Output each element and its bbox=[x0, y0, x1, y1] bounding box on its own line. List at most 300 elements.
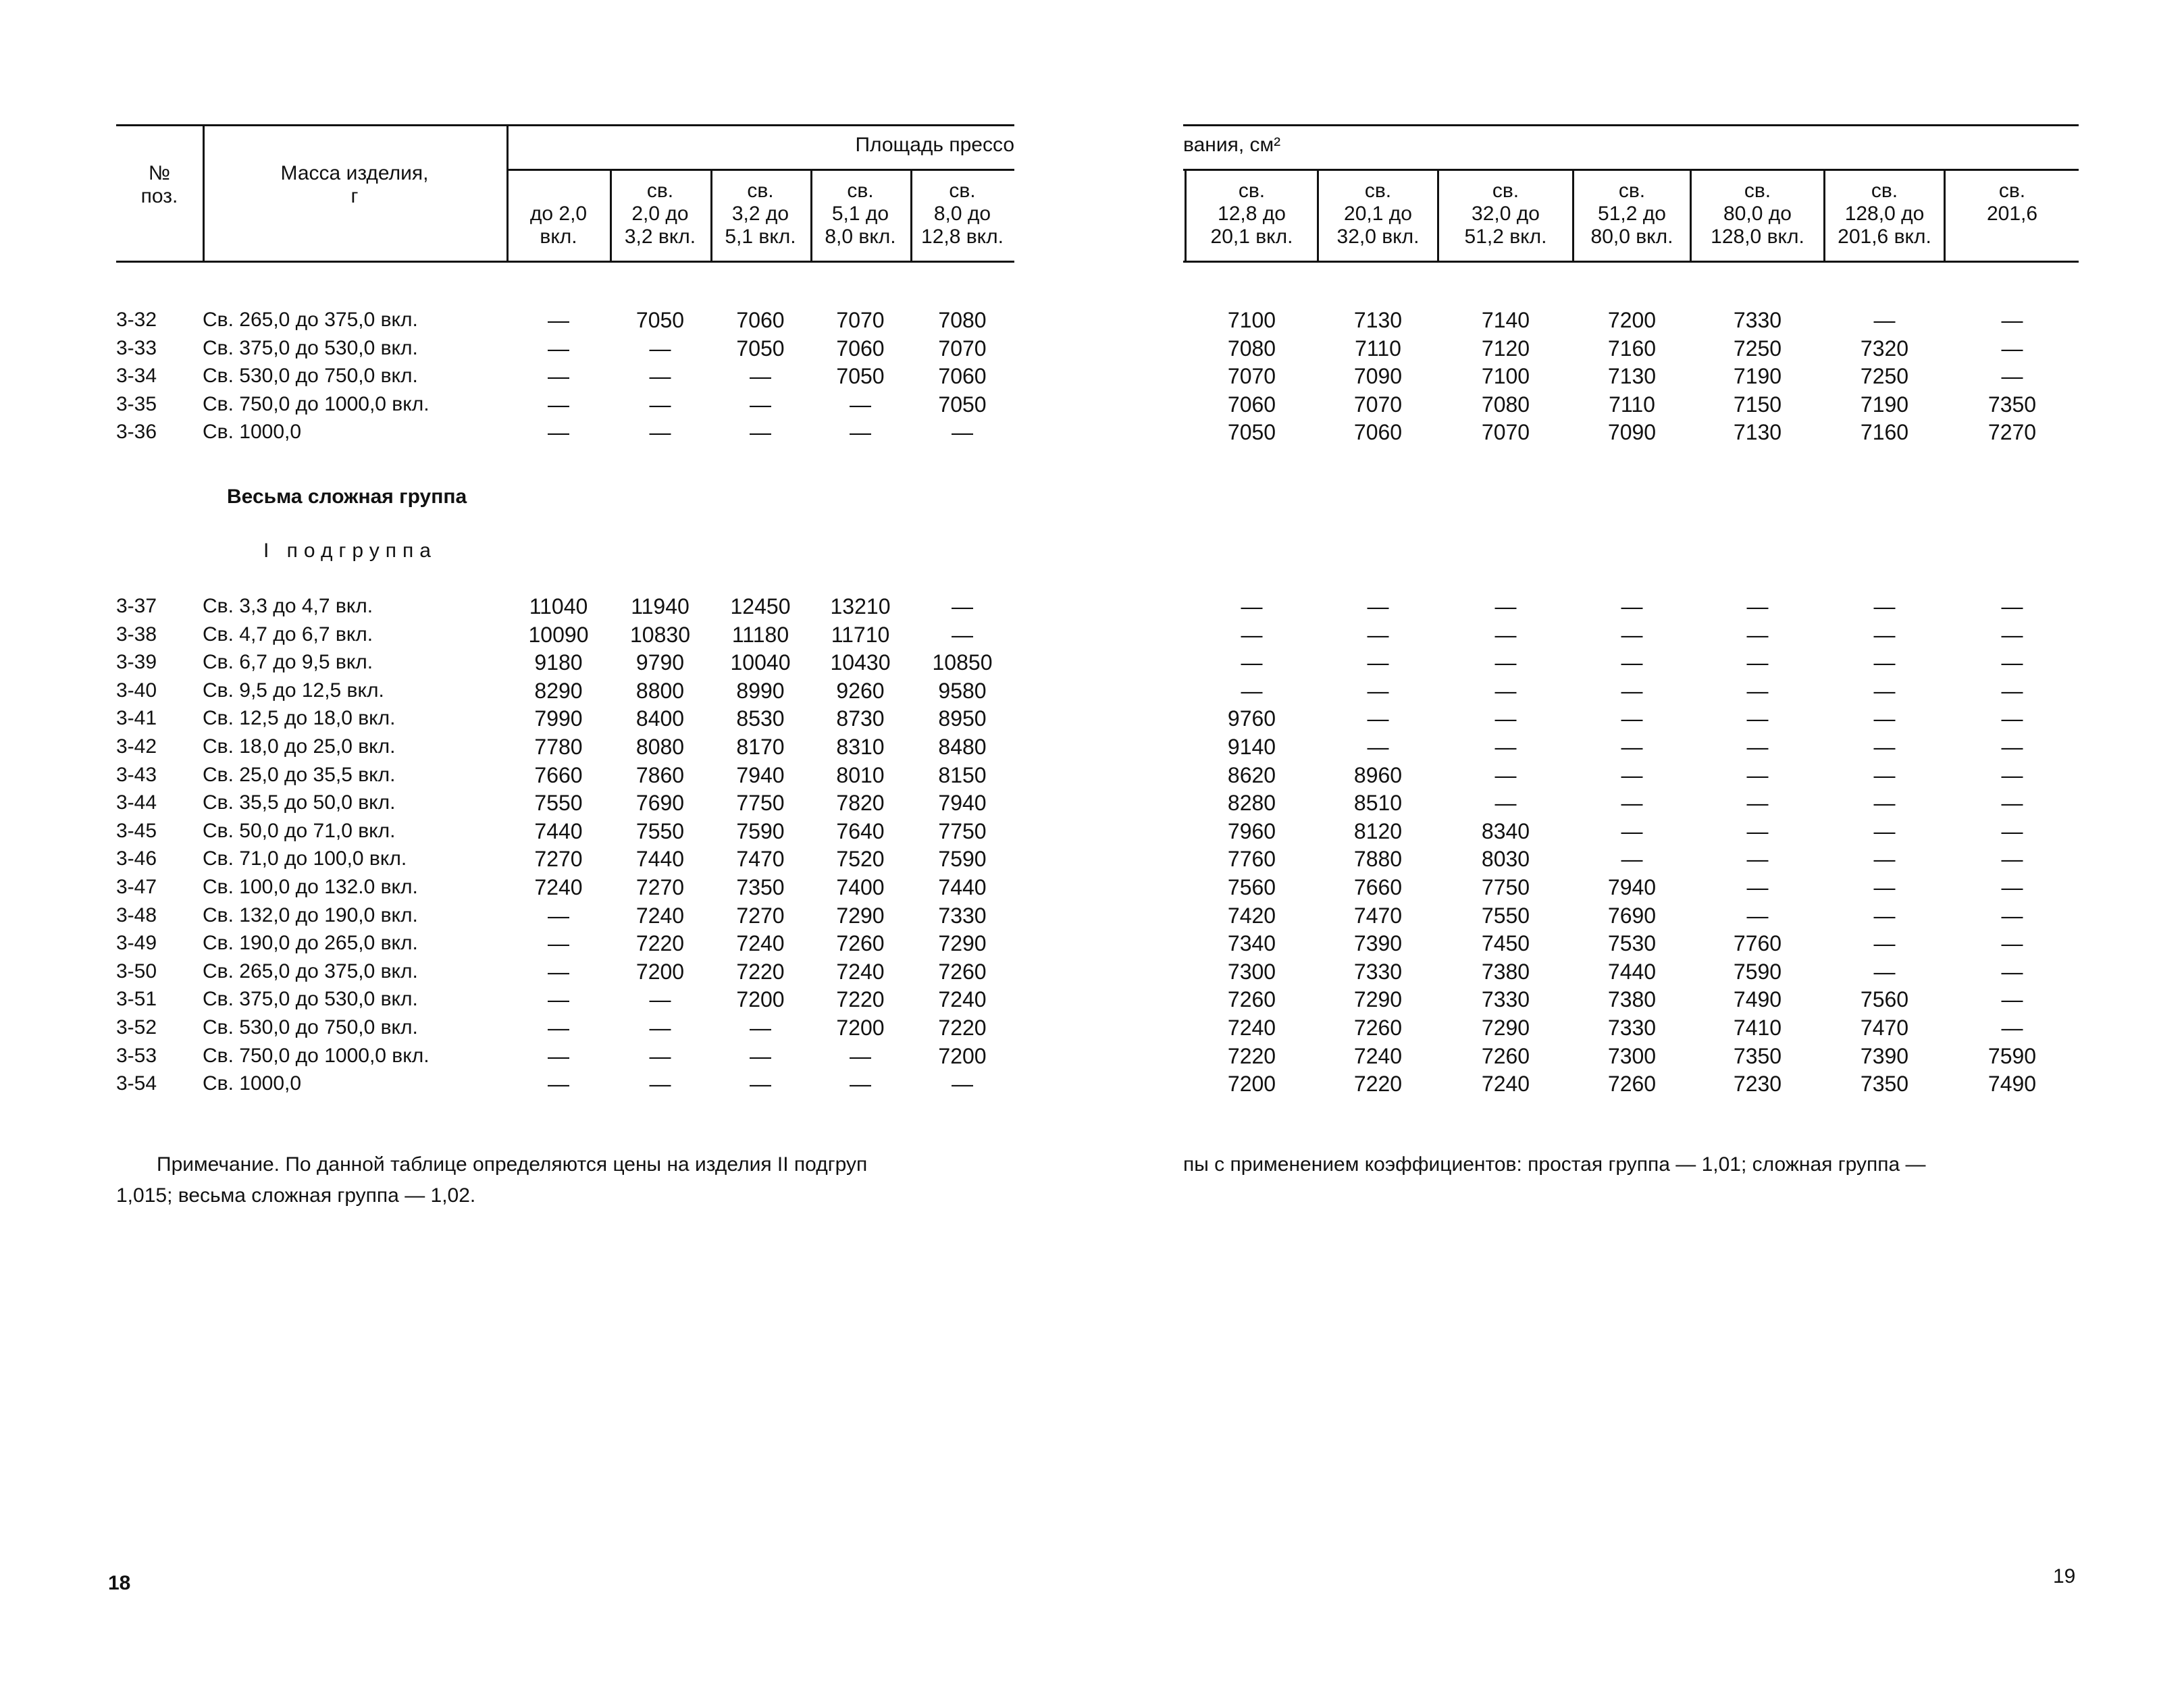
price-cell: 7640 bbox=[836, 818, 885, 843]
price-cell: 7940 bbox=[736, 762, 785, 787]
price-cell: 7200 bbox=[938, 1043, 987, 1068]
price-cell: — bbox=[649, 420, 671, 445]
price-cell: 7240 bbox=[1481, 1072, 1530, 1097]
price-cell: 7750 bbox=[1481, 875, 1530, 899]
price-cell: 7550 bbox=[534, 791, 583, 816]
price-cell: — bbox=[1873, 959, 1896, 984]
price-cell: 9760 bbox=[1227, 706, 1276, 731]
price-cell: 7490 bbox=[1987, 1072, 2037, 1097]
price-cell: 7990 bbox=[534, 706, 583, 731]
price-cell: — bbox=[1621, 622, 1643, 647]
price-cell: 7060 bbox=[736, 308, 785, 332]
price-cell: — bbox=[2001, 959, 2023, 984]
price-cell: — bbox=[649, 1043, 671, 1068]
price-cell: — bbox=[548, 308, 569, 332]
price-cell: — bbox=[548, 903, 569, 928]
price-cell: — bbox=[548, 364, 569, 389]
mass-range: Св. 6,7 до 9,5 вкл. bbox=[203, 651, 373, 674]
price-cell: 7420 bbox=[1227, 903, 1276, 928]
price-cell: — bbox=[1494, 594, 1517, 619]
price-cell: 7050 bbox=[836, 364, 885, 389]
col-header: св. 32,0 до 51,2 вкл. bbox=[1464, 180, 1547, 248]
price-cell: — bbox=[649, 1072, 671, 1097]
price-cell: 9140 bbox=[1227, 735, 1276, 759]
price-cell: — bbox=[2001, 818, 2023, 843]
price-cell: — bbox=[1873, 847, 1896, 872]
note-line-2: 1,015; весьма сложная группа — 1,02. bbox=[116, 1184, 476, 1207]
price-cell: 8310 bbox=[836, 735, 885, 759]
price-cell: 11710 bbox=[831, 622, 890, 647]
price-cell: 7220 bbox=[836, 987, 885, 1012]
price-cell: 7240 bbox=[534, 875, 583, 899]
price-cell: 8120 bbox=[1353, 818, 1403, 843]
price-cell: 7390 bbox=[1860, 1043, 1909, 1068]
price-cell: — bbox=[850, 420, 871, 445]
price-cell: 7260 bbox=[1481, 1043, 1530, 1068]
price-cell: 8730 bbox=[836, 706, 885, 731]
price-cell: 7560 bbox=[1227, 875, 1276, 899]
position-number: 3-48 bbox=[116, 903, 157, 926]
price-cell: — bbox=[1873, 818, 1896, 843]
price-cell: 8280 bbox=[1227, 791, 1276, 816]
price-cell: 7940 bbox=[938, 791, 987, 816]
price-cell: — bbox=[1241, 678, 1263, 703]
price-cell: 7140 bbox=[1481, 308, 1530, 332]
price-cell: 7200 bbox=[836, 1016, 885, 1040]
price-cell: 7250 bbox=[1860, 364, 1909, 389]
price-cell: 7240 bbox=[1227, 1016, 1276, 1040]
price-cell: 10850 bbox=[932, 650, 993, 675]
price-cell: — bbox=[1873, 594, 1896, 619]
left-header-bottom-rule bbox=[116, 261, 1014, 263]
price-cell: 7240 bbox=[1353, 1043, 1403, 1068]
price-cell: 8510 bbox=[1353, 791, 1403, 816]
price-cell: — bbox=[1746, 678, 1769, 703]
price-cell: 7070 bbox=[1227, 364, 1276, 389]
price-cell: 7440 bbox=[1607, 959, 1657, 984]
price-cell: 7250 bbox=[1733, 336, 1782, 361]
price-cell: 7590 bbox=[736, 818, 785, 843]
price-cell: 7550 bbox=[1481, 903, 1530, 928]
price-cell: 7300 bbox=[1227, 959, 1276, 984]
mass-range: Св. 1000,0 bbox=[203, 421, 302, 444]
price-cell: 7240 bbox=[836, 959, 885, 984]
price-cell: — bbox=[952, 420, 973, 445]
price-cell: 7470 bbox=[1860, 1016, 1909, 1040]
price-cell: 7290 bbox=[938, 931, 987, 956]
price-cell: — bbox=[1873, 678, 1896, 703]
price-cell: 7200 bbox=[635, 959, 685, 984]
price-cell: 7470 bbox=[1353, 903, 1403, 928]
price-cell: — bbox=[850, 392, 871, 417]
price-cell: — bbox=[1367, 706, 1389, 731]
mass-range: Св. 25,0 до 35,5 вкл. bbox=[203, 763, 396, 786]
price-cell: — bbox=[548, 1072, 569, 1097]
price-cell: — bbox=[1746, 791, 1769, 816]
price-cell: 7240 bbox=[938, 987, 987, 1012]
price-cell: 7440 bbox=[534, 818, 583, 843]
price-cell: 7660 bbox=[1353, 875, 1403, 899]
position-number: 3-39 bbox=[116, 651, 157, 674]
price-cell: 7290 bbox=[836, 903, 885, 928]
col-header: св. 3,2 до 5,1 вкл. bbox=[725, 180, 796, 248]
price-cell: 7300 bbox=[1607, 1043, 1657, 1068]
position-number: 3-38 bbox=[116, 623, 157, 646]
price-cell: 7060 bbox=[1353, 420, 1403, 445]
price-cell: — bbox=[1746, 903, 1769, 928]
price-cell: 7290 bbox=[1481, 1016, 1530, 1040]
col-header: св. 20,1 до 32,0 вкл. bbox=[1336, 180, 1420, 248]
price-cell: — bbox=[1621, 818, 1643, 843]
mass-range: Св. 375,0 до 530,0 вкл. bbox=[203, 336, 418, 359]
position-number: 3-45 bbox=[116, 819, 157, 842]
price-cell: 7070 bbox=[1353, 392, 1403, 417]
price-cell: 7340 bbox=[1227, 931, 1276, 956]
right-header-top-rule bbox=[1183, 124, 2079, 126]
price-cell: — bbox=[1621, 847, 1643, 872]
price-cell: — bbox=[1873, 735, 1896, 759]
price-cell: 8480 bbox=[938, 735, 987, 759]
position-number: 3-32 bbox=[116, 309, 157, 331]
price-cell: — bbox=[1746, 594, 1769, 619]
price-cell: — bbox=[548, 1043, 569, 1068]
position-number: 3-41 bbox=[116, 707, 157, 730]
note-line-1: Примечание. По данной таблице определяются цены на изделия II подгруп bbox=[157, 1153, 868, 1176]
price-cell: 7260 bbox=[938, 959, 987, 984]
price-cell: — bbox=[952, 1072, 973, 1097]
price-cell: 7050 bbox=[1227, 420, 1276, 445]
price-cell: 10040 bbox=[730, 650, 791, 675]
price-cell: 7070 bbox=[1481, 420, 1530, 445]
price-cell: 7290 bbox=[1353, 987, 1403, 1012]
price-cell: 7960 bbox=[1227, 818, 1276, 843]
price-cell: — bbox=[2001, 622, 2023, 647]
price-cell: 7220 bbox=[736, 959, 785, 984]
price-cell: 7330 bbox=[1607, 1016, 1657, 1040]
price-cell: — bbox=[2001, 678, 2023, 703]
price-cell: 9180 bbox=[534, 650, 583, 675]
price-cell: — bbox=[1494, 735, 1517, 759]
price-cell: 7110 bbox=[1609, 392, 1655, 417]
price-cell: — bbox=[2001, 594, 2023, 619]
price-cell: 7070 bbox=[938, 336, 987, 361]
col-header: св. 12,8 до 20,1 вкл. bbox=[1210, 180, 1293, 248]
price-cell: 9580 bbox=[938, 678, 987, 703]
price-cell: 7190 bbox=[1860, 392, 1909, 417]
price-cell: — bbox=[750, 392, 771, 417]
price-cell: — bbox=[1621, 791, 1643, 816]
position-number: 3-43 bbox=[116, 763, 157, 786]
position-number: 3-40 bbox=[116, 679, 157, 702]
price-cell: 7260 bbox=[1353, 1016, 1403, 1040]
pos-header: № поз. bbox=[140, 162, 178, 207]
price-cell: — bbox=[2001, 336, 2023, 361]
price-cell: — bbox=[1494, 706, 1517, 731]
price-cell: — bbox=[1494, 650, 1517, 675]
mass-range: Св. 190,0 до 265,0 вкл. bbox=[203, 932, 418, 955]
price-cell: — bbox=[1367, 594, 1389, 619]
position-number: 3-34 bbox=[116, 365, 157, 388]
price-cell: — bbox=[548, 336, 569, 361]
price-cell: — bbox=[548, 392, 569, 417]
price-cell: 7240 bbox=[736, 931, 785, 956]
price-cell: — bbox=[1873, 875, 1896, 899]
price-cell: 11940 bbox=[631, 594, 690, 619]
price-cell: 9790 bbox=[635, 650, 685, 675]
price-cell: — bbox=[850, 1043, 871, 1068]
price-cell: 7150 bbox=[1733, 392, 1782, 417]
price-cell: 7440 bbox=[938, 875, 987, 899]
price-cell: — bbox=[1494, 762, 1517, 787]
col-header: св. 2,0 до 3,2 вкл. bbox=[624, 180, 696, 248]
price-cell: 7200 bbox=[1607, 308, 1657, 332]
mass-range: Св. 100,0 до 132.0 вкл. bbox=[203, 876, 418, 898]
price-cell: 7590 bbox=[1733, 959, 1782, 984]
price-cell: — bbox=[548, 931, 569, 956]
price-cell: — bbox=[750, 364, 771, 389]
page-number-left: 18 bbox=[108, 1572, 131, 1594]
price-cell: 7270 bbox=[534, 847, 583, 872]
price-cell: — bbox=[1241, 650, 1263, 675]
mass-header: Масса изделия, г bbox=[280, 162, 429, 207]
mass-range: Св. 375,0 до 530,0 вкл. bbox=[203, 988, 418, 1011]
price-cell: 7130 bbox=[1733, 420, 1782, 445]
position-number: 3-44 bbox=[116, 791, 157, 814]
price-cell: — bbox=[2001, 1016, 2023, 1040]
mass-range: Св. 132,0 до 190,0 вкл. bbox=[203, 903, 418, 926]
price-cell: — bbox=[2001, 364, 2023, 389]
left-header-top-rule bbox=[116, 124, 1014, 126]
price-cell: — bbox=[649, 1016, 671, 1040]
price-cell: 7200 bbox=[736, 987, 785, 1012]
section-title: Весьма сложная группа bbox=[227, 485, 467, 508]
price-cell: — bbox=[850, 1072, 871, 1097]
price-cell: — bbox=[548, 1016, 569, 1040]
price-cell: — bbox=[649, 987, 671, 1012]
price-cell: — bbox=[1621, 706, 1643, 731]
price-cell: 8080 bbox=[635, 735, 685, 759]
price-cell: 12450 bbox=[730, 594, 791, 619]
mass-range: Св. 530,0 до 750,0 вкл. bbox=[203, 1016, 418, 1039]
price-cell: 7090 bbox=[1607, 420, 1657, 445]
price-cell: 7470 bbox=[736, 847, 785, 872]
price-cell: — bbox=[548, 420, 569, 445]
price-cell: 7160 bbox=[1860, 420, 1909, 445]
position-number: 3-50 bbox=[116, 960, 157, 982]
note-line-continued: пы с применением коэффициентов: простая группа — 1,01; сложная группа — bbox=[1183, 1153, 1926, 1176]
price-cell: — bbox=[2001, 735, 2023, 759]
price-cell: — bbox=[750, 1016, 771, 1040]
price-cell: — bbox=[1367, 622, 1389, 647]
price-cell: 7350 bbox=[1733, 1043, 1782, 1068]
price-cell: 7220 bbox=[1353, 1072, 1403, 1097]
price-cell: — bbox=[1241, 622, 1263, 647]
price-cell: — bbox=[1367, 735, 1389, 759]
price-cell: 7350 bbox=[1860, 1072, 1909, 1097]
price-cell: 7760 bbox=[1733, 931, 1782, 956]
price-cell: — bbox=[1241, 594, 1263, 619]
mass-range: Св. 35,5 до 50,0 вкл. bbox=[203, 791, 396, 814]
col-header: св. 128,0 до 201,6 вкл. bbox=[1838, 180, 1931, 248]
price-cell: 7530 bbox=[1607, 931, 1657, 956]
price-cell: 7270 bbox=[1987, 420, 2037, 445]
mass-range: Св. 265,0 до 375,0 вкл. bbox=[203, 309, 418, 331]
price-cell: 7560 bbox=[1860, 987, 1909, 1012]
price-cell: 7410 bbox=[1733, 1016, 1782, 1040]
price-cell: 11180 bbox=[731, 622, 789, 647]
price-cell: 7080 bbox=[1227, 336, 1276, 361]
price-cell: 9260 bbox=[836, 678, 885, 703]
price-cell: 7940 bbox=[1607, 875, 1657, 899]
price-cell: — bbox=[1873, 650, 1896, 675]
price-cell: — bbox=[1621, 762, 1643, 787]
price-cell: — bbox=[1746, 735, 1769, 759]
price-cell: 7160 bbox=[1607, 336, 1657, 361]
col-header: св. 80,0 до 128,0 вкл. bbox=[1711, 180, 1804, 248]
mass-range: Св. 50,0 до 71,0 вкл. bbox=[203, 819, 396, 842]
price-cell: 7350 bbox=[736, 875, 785, 899]
price-cell: 7260 bbox=[836, 931, 885, 956]
price-cell: 8340 bbox=[1481, 818, 1530, 843]
area-header-part1: Площадь прессо bbox=[855, 134, 1014, 156]
area-header-part2: вания, см² bbox=[1183, 134, 1281, 156]
mass-range: Св. 71,0 до 100,0 вкл. bbox=[203, 847, 407, 870]
price-cell: — bbox=[2001, 987, 2023, 1012]
price-cell: — bbox=[1746, 650, 1769, 675]
price-cell: — bbox=[1873, 622, 1896, 647]
price-cell: — bbox=[1873, 931, 1896, 956]
price-cell: 7760 bbox=[1227, 847, 1276, 872]
mass-range: Св. 265,0 до 375,0 вкл. bbox=[203, 960, 418, 982]
price-cell: 7190 bbox=[1733, 364, 1782, 389]
price-cell: 8010 bbox=[836, 762, 885, 787]
price-cell: — bbox=[1494, 791, 1517, 816]
mass-range: Св. 9,5 до 12,5 вкл. bbox=[203, 679, 384, 702]
price-cell: 7220 bbox=[1227, 1043, 1276, 1068]
price-cell: 7270 bbox=[635, 875, 685, 899]
position-number: 3-52 bbox=[116, 1016, 157, 1039]
price-cell: 7320 bbox=[1860, 336, 1909, 361]
price-cell: — bbox=[952, 622, 973, 647]
price-cell: — bbox=[1367, 678, 1389, 703]
mass-range: Св. 750,0 до 1000,0 вкл. bbox=[203, 392, 430, 415]
price-cell: — bbox=[1746, 847, 1769, 872]
price-cell: 8150 bbox=[938, 762, 987, 787]
price-cell: 7230 bbox=[1733, 1072, 1782, 1097]
price-cell: — bbox=[1621, 735, 1643, 759]
price-cell: — bbox=[649, 364, 671, 389]
price-cell: 8030 bbox=[1481, 847, 1530, 872]
position-number: 3-49 bbox=[116, 932, 157, 955]
price-cell: 7330 bbox=[938, 903, 987, 928]
price-cell: 7070 bbox=[836, 308, 885, 332]
price-cell: 7260 bbox=[1607, 1072, 1657, 1097]
price-cell: — bbox=[1621, 650, 1643, 675]
price-cell: 13210 bbox=[830, 594, 891, 619]
mass-range: Св. 12,5 до 18,0 вкл. bbox=[203, 707, 396, 730]
price-cell: — bbox=[1746, 875, 1769, 899]
price-cell: 8620 bbox=[1227, 762, 1276, 787]
col-header: до 2,0 вкл. bbox=[529, 203, 588, 248]
page-number-right: 19 bbox=[2053, 1565, 2076, 1587]
price-cell: — bbox=[1746, 818, 1769, 843]
price-cell: — bbox=[1746, 622, 1769, 647]
price-cell: 7060 bbox=[938, 364, 987, 389]
price-cell: — bbox=[1873, 762, 1896, 787]
price-cell: 7690 bbox=[635, 791, 685, 816]
price-cell: 7110 bbox=[1355, 336, 1401, 361]
price-cell: 8290 bbox=[534, 678, 583, 703]
price-cell: 7240 bbox=[635, 903, 685, 928]
subgroup-title: I подгруппа bbox=[263, 540, 437, 562]
price-cell: — bbox=[2001, 650, 2023, 675]
price-cell: — bbox=[1746, 762, 1769, 787]
price-cell: 7080 bbox=[1481, 392, 1530, 417]
price-cell: 7100 bbox=[1227, 308, 1276, 332]
price-cell: — bbox=[1621, 594, 1643, 619]
price-cell: 8530 bbox=[736, 706, 785, 731]
price-cell: 7200 bbox=[1227, 1072, 1276, 1097]
price-cell: 7400 bbox=[836, 875, 885, 899]
price-cell: — bbox=[750, 1043, 771, 1068]
position-number: 3-33 bbox=[116, 336, 157, 359]
price-cell: — bbox=[1367, 650, 1389, 675]
position-number: 3-51 bbox=[116, 988, 157, 1011]
price-cell: — bbox=[750, 420, 771, 445]
price-cell: — bbox=[1746, 706, 1769, 731]
price-cell: 11040 bbox=[529, 594, 588, 619]
price-cell: 7490 bbox=[1733, 987, 1782, 1012]
mass-range: Св. 3,3 до 4,7 вкл. bbox=[203, 595, 373, 617]
price-cell: 7590 bbox=[938, 847, 987, 872]
price-cell: — bbox=[1494, 678, 1517, 703]
position-number: 3-36 bbox=[116, 421, 157, 444]
mass-range: Св. 530,0 до 750,0 вкл. bbox=[203, 365, 418, 388]
price-cell: — bbox=[2001, 791, 2023, 816]
price-cell: — bbox=[952, 594, 973, 619]
price-cell: 7220 bbox=[635, 931, 685, 956]
price-cell: — bbox=[1494, 622, 1517, 647]
price-cell: 7330 bbox=[1353, 959, 1403, 984]
price-cell: 7050 bbox=[635, 308, 685, 332]
col-header: св. 51,2 до 80,0 вкл. bbox=[1590, 180, 1673, 248]
price-cell: — bbox=[2001, 308, 2023, 332]
price-cell: 7270 bbox=[736, 903, 785, 928]
price-cell: 7880 bbox=[1353, 847, 1403, 872]
price-cell: 7440 bbox=[635, 847, 685, 872]
price-cell: — bbox=[548, 959, 569, 984]
price-cell: — bbox=[1873, 903, 1896, 928]
price-cell: 7220 bbox=[938, 1016, 987, 1040]
price-cell: 7330 bbox=[1481, 987, 1530, 1012]
price-cell: 7380 bbox=[1481, 959, 1530, 984]
position-number: 3-35 bbox=[116, 392, 157, 415]
price-cell: 7260 bbox=[1227, 987, 1276, 1012]
price-cell: 7120 bbox=[1481, 336, 1530, 361]
price-cell: 7100 bbox=[1481, 364, 1530, 389]
price-cell: — bbox=[649, 392, 671, 417]
mass-range: Св. 1000,0 bbox=[203, 1072, 302, 1095]
price-cell: 8400 bbox=[635, 706, 685, 731]
position-number: 3-47 bbox=[116, 876, 157, 898]
mass-range: Св. 750,0 до 1000,0 вкл. bbox=[203, 1044, 430, 1067]
position-number: 3-54 bbox=[116, 1072, 157, 1095]
mass-range: Св. 4,7 до 6,7 вкл. bbox=[203, 623, 373, 646]
price-cell: 8960 bbox=[1353, 762, 1403, 787]
col-header: св. 8,0 до 12,8 вкл. bbox=[921, 180, 1004, 248]
price-cell: 8950 bbox=[938, 706, 987, 731]
price-cell: 7820 bbox=[836, 791, 885, 816]
